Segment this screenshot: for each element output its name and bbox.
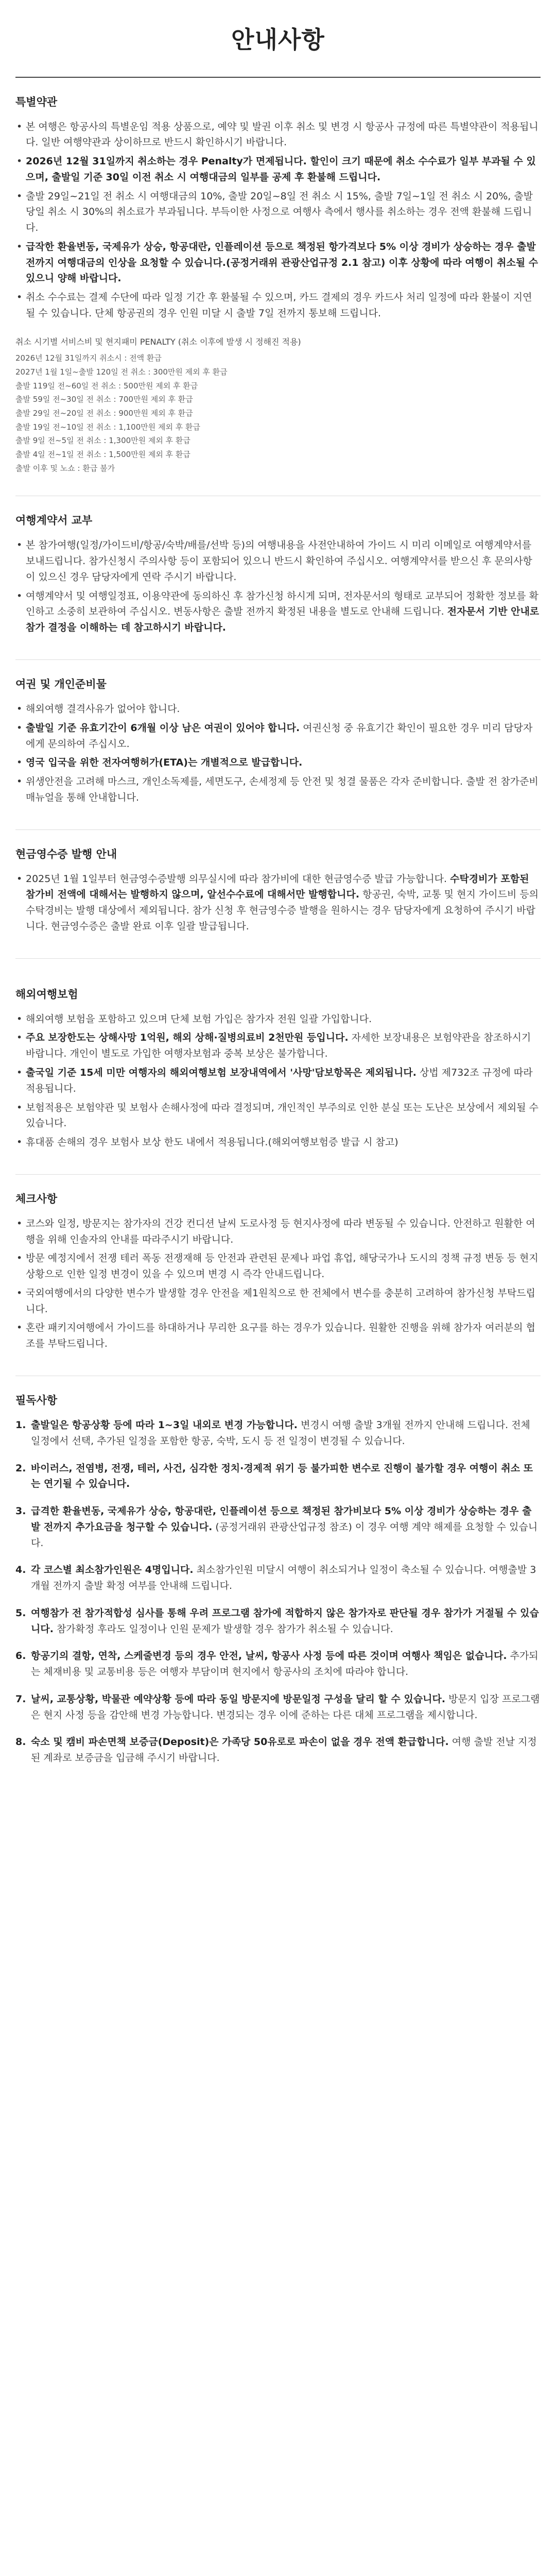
penalty-line: 출발 119일 전~60일 전 취소 : 500만원 제외 후 환급: [15, 381, 198, 391]
must-read-item: [15, 1417, 541, 1449]
item-body-text: 최소참가인원 미달시 여행이 취소되거나 일정이 축소될 수 있습니다. 여행출발 3개월 전까지 출발 확정 여부를 안내해 드립니다.: [31, 1564, 536, 1592]
item-body-text: 여행 출발 전날 지정된 계좌로 보증금을 입금해 주시기 바랍니다.: [31, 1736, 537, 1764]
must-read-item: [15, 1605, 541, 1637]
special-text: 취소 수수료는 결제 수단에 따라 일정 기간 후 환불될 수 있으며, 카드 결제의 경우 카드사 처리 일정에 따라 환불이 지연될 수 있습니다. 단체 항공권의 경우 인원 미달 시 출발 7일 전까지 통보해 드립니다.: [26, 292, 532, 319]
passport-section: [15, 660, 541, 830]
check-list: [15, 1216, 541, 1352]
passport-text: 위생안전을 고려해 마스크, 개인소독제를, 세면도구, 손세정제 등 안전 및 청결 물품은 각자 준비합니다. 출발 전 참가준비 매뉴얼을 통해 안내합니다.: [26, 776, 538, 803]
insurance-bold-text: 출국일 기준 15세 미만 여행자의 해외여행보험 보장내역에서 '사망'담보항목은 제외됩니다.: [26, 1066, 416, 1078]
item-text: [31, 1734, 541, 1766]
contract-list: [15, 537, 541, 636]
penalty-note-heading: 취소 시기별 서비스비 및 현지패미 PENALTY (취소 이후에 발생 시 정해진 적용): [15, 336, 301, 347]
check-text: 국외여행에서의 다양한 변수가 발생할 경우 안전을 제1원칙으로 한 전체에서 변수를 충분히 고려하여 참가신청 부탁드립니다.: [26, 1287, 535, 1315]
section-title: 체크사항: [15, 1192, 58, 1205]
must-read-item: [15, 1461, 541, 1493]
receipt-section: [15, 830, 541, 959]
item-bold-text: 출발일은 항공상황 등에 따라 1~3일 내외로 변경 가능합니다.: [31, 1419, 298, 1431]
insurance-item: [15, 1134, 541, 1150]
passport-item: [15, 755, 541, 771]
passport-item: [15, 701, 541, 717]
section-title: 특별약관: [15, 95, 58, 108]
list-item: [15, 1250, 541, 1282]
insurance-text: 해외여행 보험을 포함하고 있으며 단체 보험 가입은 참가자 전원 일괄 가입합니다.: [26, 1013, 372, 1025]
special-terms-list: [15, 119, 541, 321]
passport-item: [15, 774, 541, 806]
item-number: 4.: [15, 1564, 26, 1576]
special-bold-text: 급작한 환율변동, 국제유가 상승, 항공대란, 인플레이션 등으로 책정된 항가격보다 5% 이상 경비가 상승하는 경우 출발 전까지 여행대금의 인상을 요청할 수 있습니다.(공정거래위 관광산업규정 2.1 참고) 이후 상황에 따라 여행이 취소될 수 있으니 양해 바랍니다.: [26, 241, 538, 284]
section-title: 여행계약서 교부: [15, 514, 93, 527]
penalty-line: 출발 59일 전~30일 전 취소 : 700만원 제외 후 환급: [15, 395, 193, 404]
passport-item: [15, 720, 541, 752]
list-item: [15, 537, 541, 585]
item-text: [31, 1605, 541, 1637]
passport-text: 여권신청 중 유효기간 확인이 필요한 경우 미리 담당자에게 문의하여 주십시오.: [26, 722, 533, 750]
item-number: 5.: [15, 1607, 26, 1619]
passport-list: [15, 701, 541, 806]
item-bold-text: 각 코스별 최소참가인원은 4명입니다.: [31, 1564, 194, 1576]
passport-text: 해외여행 결격사유가 없어야 합니다.: [26, 703, 180, 715]
penalty-note: [15, 335, 541, 476]
insurance-text: 휴대품 손해의 경우 보험사 보상 한도 내에서 적용됩니다.(해외여행보험증 발급 시 참고): [26, 1137, 398, 1148]
list-item: [15, 1216, 541, 1248]
item-text: [31, 1461, 541, 1493]
check-text: 혼란 패키지여행에서 가이드를 하대하거나 무리한 요구를 하는 경우가 있습니다. 원활한 진행을 위해 참가자 여러분의 협조를 부탁드립니다.: [26, 1322, 535, 1350]
insurance-list: [15, 1011, 541, 1150]
check-section: [15, 1175, 541, 1376]
special-item: [15, 119, 541, 151]
item-text: [31, 1417, 541, 1449]
item-text: [31, 1562, 541, 1594]
insurance-section: [15, 970, 541, 1175]
insurance-item: [15, 1065, 541, 1097]
receipt-item: [15, 871, 541, 935]
penalty-line: 출발 이후 및 노쇼 : 환급 불가: [15, 463, 115, 473]
contract-text-1: 본 참가여행(일정/가이드비/항공/숙박/배를/선박 등)의 여행내용을 사전안내하여 가이드 시 미리 이메일로 여행계약서를 보내드립니다. 참가신청시 주의사항 등이 포함되어 있으니 반드시 확인하여 주십시오. 여행계약서를 받으신 후 문의사항이 있으신 경우 담당자에게 연락 주시기 바랍니다.: [26, 539, 532, 583]
section-title: 여권 및 개인준비물: [15, 677, 107, 690]
section-title: 현금영수증 발행 안내: [15, 848, 117, 860]
contract-section: [15, 496, 541, 660]
item-bold-text: 날씨, 교통상황, 박물관 예약상황 등에 따라 동일 방문지에 방문일정 구성을 달리 할 수 있습니다.: [31, 1693, 446, 1705]
list-item: [15, 588, 541, 636]
item-text: [31, 1648, 541, 1680]
must-read-list: [15, 1417, 541, 1766]
item-text: [31, 1503, 541, 1551]
page-title: 안내사항: [231, 26, 325, 54]
item-bold-text: 항공기의 결항, 연착, 스케줄변경 등의 경우 안전, 날씨, 항공사 사정 등에 따른 것이며 여행사 책임은 없습니다.: [31, 1650, 507, 1662]
must-read-item: [15, 1562, 541, 1594]
special-item: [15, 189, 541, 236]
must-read-section: [15, 1376, 541, 1798]
penalty-line: 출발 29일 전~20일 전 취소 : 900만원 제외 후 환급: [15, 408, 193, 418]
list-item: [15, 1285, 541, 1317]
receipt-bold-text: 수탁경비가 포함된 참가비 전액에 대해서는 발행하지 않으며, 알선수수료에 대해서만 발행합니다.: [26, 873, 529, 901]
item-bold-text: 여행참가 전 참가적합성 심사를 통해 우려 프로그램 참가에 적합하지 않은 참가자로 판단될 경우 참가가 거절될 수 있습니다.: [31, 1607, 539, 1635]
insurance-item: [15, 1100, 541, 1132]
penalty-line: 출발 4일 전~1일 전 취소 : 1,500만원 제외 후 환급: [15, 450, 190, 459]
insurance-item: [15, 1011, 541, 1027]
insurance-text: 보험적용은 보험약관 및 보험사 손해사정에 따라 결정되며, 개인적인 부주의로 인한 분실 또는 도난은 보상에서 제외될 수 있습니다.: [26, 1101, 538, 1129]
must-read-item: [15, 1503, 541, 1551]
must-read-item: [15, 1691, 541, 1723]
passport-bold-text: 출발일 기준 유효기간이 6개월 이상 남은 여권이 있어야 합니다.: [26, 722, 300, 734]
item-body-text: (공정거래위 관광산업규정 참조) 이 경우 여행 계약 해제를 요청할 수 있습니다.: [31, 1521, 538, 1549]
item-bold-text: 급격한 환율변동, 국제유가 상승, 항공대란, 인플레이션 등으로 책정된 참가비보다 5% 이상 경비가 상승하는 경우 출발 전까지 추가요금을 청구할 수 있습니다.: [31, 1505, 532, 1533]
special-item: [15, 239, 541, 286]
special-text: 본 여행은 항공사의 특별운임 적용 상품으로, 예약 및 발권 이후 취소 및 변경 시 항공사 규정에 따른 특별약관이 적용됩니다. 일반 여행약관과 상이하므로 반드시 확인하시기 바랍니다.: [26, 121, 538, 148]
must-read-item: [15, 1734, 541, 1766]
receipt-text: 2025년 1월 1일부터 현금영수증발행 의무실시에 따라 참가비에 대한 현금영수증 발급 가능합니다.: [26, 873, 450, 885]
passport-bold-text: 영국 입국을 위한 전자여행허가(ETA)는 개별적으로 발급합니다.: [26, 757, 303, 769]
special-item: [15, 154, 541, 185]
spacer: [0, 959, 556, 970]
insurance-text: 상법 제732조 규정에 따라 적용됩니다.: [26, 1066, 533, 1094]
item-number: 2.: [15, 1462, 26, 1474]
item-body-text: 방문지 입장 프로그램은 현지 사정 등을 감안해 변경 가능합니다. 변경되는 경우 이에 준하는 다른 대체 프로그램을 제시합니다.: [31, 1693, 540, 1721]
contract-bold-tail: 전자문서 기반 안내로 참가 결정을 이해하는 데 참고하시기 바랍니다.: [26, 606, 540, 634]
penalty-line: 출발 19일 전~10일 전 취소 : 1,100만원 제외 후 환급: [15, 422, 201, 432]
penalty-line: 2026년 12월 31일까지 취소시 : 전액 환급: [15, 353, 162, 363]
receipt-list: [15, 871, 541, 935]
item-number: 8.: [15, 1736, 26, 1748]
item-number: 7.: [15, 1693, 26, 1705]
insurance-bold-text: 주요 보장한도는 상해사망 1억원, 해외 상해·질병의료비 2천만원 등입니다.: [26, 1032, 349, 1044]
check-text: 코스와 일정, 방문지는 참가자의 건강 컨디션 날씨 도로사정 등 현지사정에 따라 변동될 수 있습니다. 안전하고 원활한 여행을 위해 인솔자의 안내를 따라주시기 바랍니다.: [26, 1217, 535, 1245]
special-terms-section: [15, 78, 541, 497]
receipt-text: 항공권, 숙박, 교통 및 현지 가이드비 등의 수탁경비는 발행 대상에서 제외됩니다. 참가 신청 후 현금영수증 발행을 원하시는 경우 담당자에게 요청하여 주시기 바랍니다. 현금영수증은 출발 완료 이후 일괄 발급됩니다.: [26, 889, 539, 932]
check-text: 방문 예정지에서 전쟁 테러 폭동 전쟁재해 등 안전과 관련된 문제나 파업 휴업, 해당국가나 도시의 정책 규정 변동 등 현지상황으로 인한 일정 변경이 있을 수 있으며 변경 시 즉각 안내드립니다.: [26, 1252, 538, 1280]
item-bold-text: 바이러스, 전염병, 전쟁, 테러, 사건, 심각한 정치·경제적 위기 등 불가피한 변수로 진행이 불가할 경우 여행이 취소 또는 연기될 수 있습니다.: [31, 1462, 533, 1490]
insurance-text: 자세한 보장내용은 보험약관을 참조하시기 바랍니다. 개인이 별도로 가입한 여행자보험과 중복 보상은 불가합니다.: [26, 1032, 531, 1060]
special-item: [15, 290, 541, 321]
insurance-item: [15, 1030, 541, 1062]
must-read-item: [15, 1648, 541, 1680]
special-text: 출발 29일~21일 전 취소 시 여행대금의 10%, 출발 20일~8일 전 취소 시 15%, 출발 7일~1일 전 취소 시 20%, 출발 당일 취소 시 30%의 취소료가 부과됩니다. 부득이한 사정으로 여행사 측에서 행사를 취소하는 경우 전액 환불해 드립니다.: [26, 190, 533, 234]
item-body-text: 참가확정 후라도 일정이나 인원 문제가 발생할 경우 참가가 취소될 수 있습니다.: [53, 1623, 393, 1635]
item-body-text: 변경시 여행 출발 3개월 전까지 안내해 드립니다. 전체 일정에서 선택, 추가된 일정을 포함한 항공, 숙박, 도시 등 전 일정이 변경될 수 있습니다.: [31, 1419, 530, 1447]
special-bold-text: 2026년 12월 31일까지 취소하는 경우 Penalty가 면제됩니다. 할인이 크기 때문에 취소 수수료가 일부 부과될 수 있으며, 출발일 기준 30일 이전 취소 시 여행대금의 일부를 공제 후 환불해 드립니다.: [26, 156, 536, 183]
item-text: [31, 1691, 541, 1723]
penalty-lines: [15, 351, 541, 475]
section-title: 필독사항: [15, 1394, 58, 1406]
item-body-text: 추가되는 체재비용 및 교통비용 등은 여행자 부담이며 현지에서 항공사의 조치에 따라야 합니다.: [31, 1650, 538, 1678]
contract-text-2: 여행계약서 및 여행일정표, 이용약관에 동의하신 후 참가신청 하시게 되며, 전자문서의 형태로 교부되어 정확한 정보를 확인하고 소중히 보관하여 주십시오. 변동사항은 출발 전까지 확정된 내용을 별도로 안내해 드립니다.: [26, 590, 538, 618]
item-number: 1.: [15, 1419, 26, 1431]
item-bold-text: 숙소 및 캠비 파손면책 보증금(Deposit)은 가족당 50유로로 파손이 없을 경우 전액 환급합니다.: [31, 1736, 449, 1748]
item-number: 6.: [15, 1650, 26, 1662]
penalty-line: 2027년 1월 1일~출발 120일 전 취소 : 300만원 제외 후 환급: [15, 367, 228, 377]
section-title: 해외여행보험: [15, 988, 78, 1001]
item-number: 3.: [15, 1505, 26, 1517]
list-item: [15, 1320, 541, 1352]
penalty-line: 출발 9일 전~5일 전 취소 : 1,300만원 제외 후 환급: [15, 436, 190, 446]
